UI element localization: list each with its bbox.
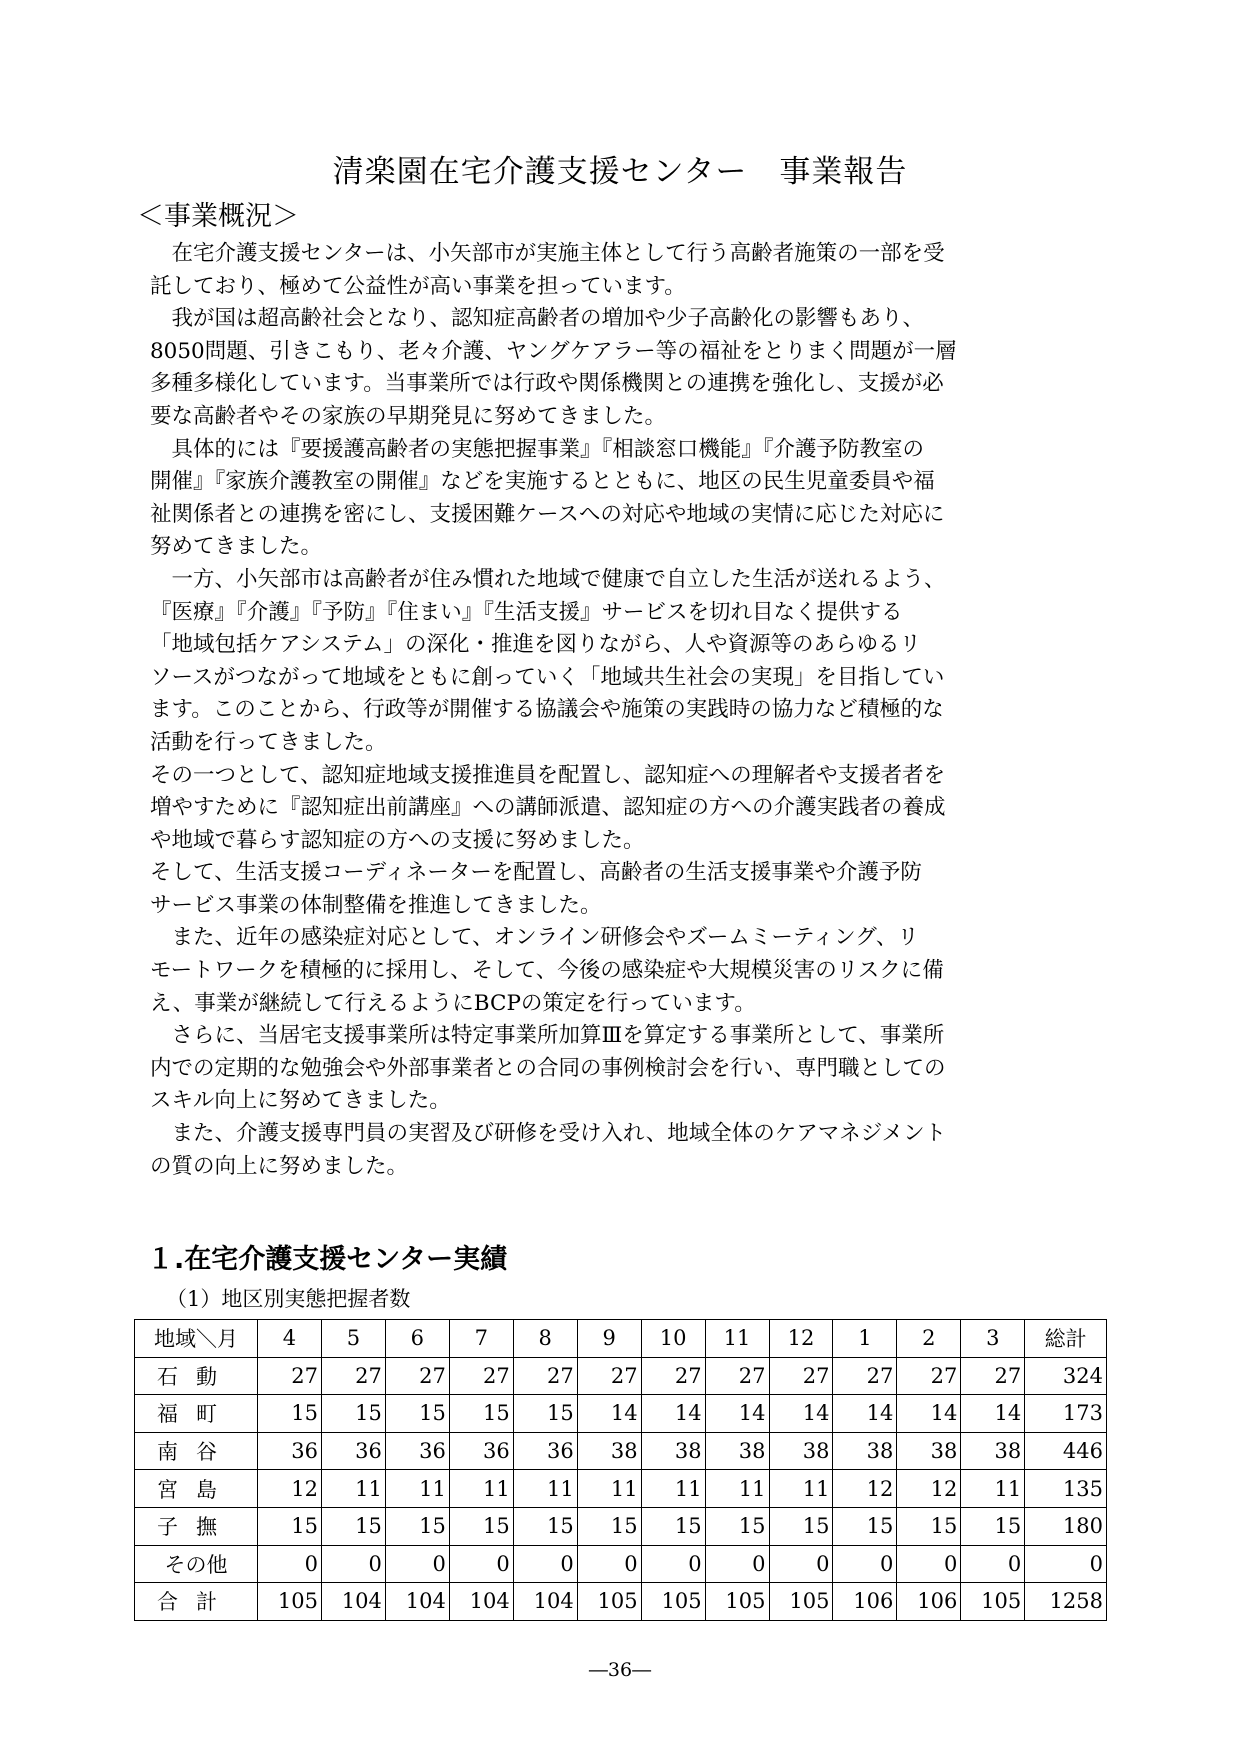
count-cell: 0 xyxy=(385,1545,449,1583)
count-cell: 0 xyxy=(641,1545,705,1583)
count-cell: 324 xyxy=(1025,1357,1107,1395)
body-text-line: 多種多様化しています。当事業所では行政や関係機関との連携を強化し、支援が必 xyxy=(150,371,944,397)
count-cell: 27 xyxy=(321,1357,385,1395)
body-text-line: そして、生活支援コーディネーターを配置し、高齢者の生活支援事業や介護予防 xyxy=(150,860,922,886)
count-cell: 0 xyxy=(321,1545,385,1583)
area-name-cell: 合計 xyxy=(135,1583,258,1621)
page-number: ―36― xyxy=(588,1659,652,1681)
count-cell: 27 xyxy=(769,1357,833,1395)
count-cell: 12 xyxy=(258,1470,322,1508)
month-header: 11 xyxy=(705,1320,769,1358)
count-cell: 0 xyxy=(449,1545,513,1583)
count-cell: 11 xyxy=(577,1470,641,1508)
page-title: 清楽園在宅介護支援センター 事業報告 xyxy=(332,154,908,190)
count-cell: 14 xyxy=(833,1395,897,1433)
month-header: 12 xyxy=(769,1320,833,1358)
body-text-line: 『医療』『介護』『予防』『住まい』『生活支援』サービスを切れ目なく提供する xyxy=(150,599,903,625)
body-text-line: 託しており、極めて公益性が高い事業を担っています。 xyxy=(150,273,686,299)
body-text-line: の質の向上に努めました。 xyxy=(150,1153,409,1179)
month-header: 1 xyxy=(833,1320,897,1358)
count-cell: 15 xyxy=(961,1507,1025,1545)
count-cell: 36 xyxy=(449,1432,513,1470)
count-cell: 14 xyxy=(641,1395,705,1433)
count-cell: 105 xyxy=(258,1583,322,1621)
count-cell: 15 xyxy=(449,1507,513,1545)
count-cell: 27 xyxy=(258,1357,322,1395)
table-row xyxy=(135,1395,1107,1433)
count-cell: 0 xyxy=(769,1545,833,1583)
area-name-cell: 子撫 xyxy=(135,1507,258,1545)
count-cell: 11 xyxy=(385,1470,449,1508)
count-cell: 104 xyxy=(385,1583,449,1621)
table-header-row xyxy=(135,1320,1107,1358)
overview-body-text xyxy=(150,238,1060,1183)
count-cell: 0 xyxy=(897,1545,961,1583)
count-cell: 11 xyxy=(961,1470,1025,1508)
count-cell: 0 xyxy=(258,1545,322,1583)
count-cell: 15 xyxy=(897,1507,961,1545)
count-cell: 15 xyxy=(321,1395,385,1433)
count-cell: 14 xyxy=(577,1395,641,1433)
count-cell: 173 xyxy=(1025,1395,1107,1433)
count-cell: 135 xyxy=(1025,1470,1107,1508)
month-header: 3 xyxy=(961,1320,1025,1358)
table-row xyxy=(135,1357,1107,1395)
body-text-line: 祉関係者との連携を密にし、支援困難ケースへの対応や地域の実情に応じた対応に xyxy=(150,501,945,527)
count-cell: 15 xyxy=(258,1395,322,1433)
body-text-line: その一つとして、認知症地域支援推進員を配置し、認知症への理解者や支援者者を xyxy=(150,762,946,788)
table-row xyxy=(135,1432,1107,1470)
body-text-line: 8050問題、引きこもり、老々介護、ヤングケアラー等の福祉をとりまく問題が一層 xyxy=(150,338,957,364)
count-cell: 180 xyxy=(1025,1507,1107,1545)
count-cell: 11 xyxy=(321,1470,385,1508)
month-header: 8 xyxy=(513,1320,577,1358)
count-cell: 27 xyxy=(897,1357,961,1395)
count-cell: 106 xyxy=(833,1583,897,1621)
table-row xyxy=(135,1583,1107,1621)
count-cell: 27 xyxy=(961,1357,1025,1395)
body-text-line: 内での定期的な勉強会や外部事業者との合同の事例検討会を行い、専門職としての xyxy=(150,1055,946,1081)
body-text-line: 開催』『家族介護教室の開催』などを実施するとともに、地区の民生児童委員や福 xyxy=(150,469,935,495)
body-text-line: え、事業が継続して行えるようにBCPの策定を行っています。 xyxy=(150,990,756,1016)
count-cell: 27 xyxy=(833,1357,897,1395)
count-cell: 15 xyxy=(385,1395,449,1433)
area-name-cell: その他 xyxy=(135,1545,258,1583)
body-text-line: サービス事業の体制整備を推進してきました。 xyxy=(150,892,602,918)
count-cell: 15 xyxy=(577,1507,641,1545)
count-cell: 0 xyxy=(705,1545,769,1583)
month-header: 総計 xyxy=(1025,1320,1107,1358)
area-name-cell: 福町 xyxy=(135,1395,258,1433)
count-cell: 105 xyxy=(641,1583,705,1621)
month-header: 6 xyxy=(385,1320,449,1358)
count-cell: 12 xyxy=(897,1470,961,1508)
count-cell: 14 xyxy=(705,1395,769,1433)
count-cell: 11 xyxy=(513,1470,577,1508)
table-row xyxy=(135,1470,1107,1508)
count-cell: 15 xyxy=(513,1507,577,1545)
body-text-line: 増やすために『認知症出前講座』への講師派遣、認知症の方への介護実践者の養成 xyxy=(150,795,946,821)
count-cell: 38 xyxy=(577,1432,641,1470)
body-text-line: ソースがつながって地域をともに創っていく「地域共生社会の実現」を目指してい xyxy=(150,664,945,690)
count-cell: 104 xyxy=(513,1583,577,1621)
month-header: 7 xyxy=(449,1320,513,1358)
count-cell: 36 xyxy=(321,1432,385,1470)
count-cell: 38 xyxy=(897,1432,961,1470)
count-cell: 38 xyxy=(961,1432,1025,1470)
area-name-cell: 石動 xyxy=(135,1357,258,1395)
count-cell: 105 xyxy=(769,1583,833,1621)
count-cell: 15 xyxy=(705,1507,769,1545)
body-text-line: スキル向上に努めてきました。 xyxy=(150,1088,451,1114)
month-header: 9 xyxy=(577,1320,641,1358)
body-text-line: 要な高齢者やその家族の早期発見に努めてきました。 xyxy=(150,403,667,429)
count-cell: 105 xyxy=(961,1583,1025,1621)
count-cell: 15 xyxy=(513,1395,577,1433)
count-cell: 36 xyxy=(258,1432,322,1470)
count-cell: 0 xyxy=(577,1545,641,1583)
count-cell: 15 xyxy=(385,1507,449,1545)
count-cell: 0 xyxy=(513,1545,577,1583)
section1-subtitle: （1）地区別実態把握者数 xyxy=(166,1287,411,1311)
count-cell: 27 xyxy=(641,1357,705,1395)
body-text-line: や地域で暮らす認知症の方への支援に努めました。 xyxy=(150,827,645,853)
count-cell: 104 xyxy=(321,1583,385,1621)
count-cell: 11 xyxy=(641,1470,705,1508)
table-row xyxy=(135,1545,1107,1583)
table-body xyxy=(135,1357,1107,1620)
month-header: 4 xyxy=(258,1320,322,1358)
month-header: 2 xyxy=(897,1320,961,1358)
count-cell: 36 xyxy=(385,1432,449,1470)
count-cell: 14 xyxy=(961,1395,1025,1433)
count-cell: 105 xyxy=(577,1583,641,1621)
count-cell: 36 xyxy=(513,1432,577,1470)
count-cell: 105 xyxy=(705,1583,769,1621)
count-cell: 15 xyxy=(769,1507,833,1545)
count-cell: 0 xyxy=(1025,1545,1107,1583)
count-cell: 11 xyxy=(769,1470,833,1508)
count-cell: 0 xyxy=(961,1545,1025,1583)
body-text-line: 努めてきました。 xyxy=(150,534,323,560)
table-row xyxy=(135,1507,1107,1545)
count-cell: 1258 xyxy=(1025,1583,1107,1621)
count-cell: 15 xyxy=(321,1507,385,1545)
count-cell: 12 xyxy=(833,1470,897,1508)
count-cell: 27 xyxy=(577,1357,641,1395)
count-cell: 11 xyxy=(705,1470,769,1508)
count-cell: 14 xyxy=(897,1395,961,1433)
body-text-line: さらに、当居宅支援事業所は特定事業所加算Ⅲを算定する事業所として、事業所 xyxy=(150,1023,945,1049)
section-heading-overview: ＜事業概況＞ xyxy=(137,201,299,232)
section1-title: １.在宅介護支援センター実績 xyxy=(147,1244,508,1275)
area-survey-table xyxy=(134,1319,1107,1621)
month-header: 5 xyxy=(321,1320,385,1358)
table-corner-header: 地域＼月 xyxy=(135,1320,258,1358)
count-cell: 27 xyxy=(385,1357,449,1395)
body-text-line: 具体的には『要援護高齢者の実態把握事業』『相談窓口機能』『介護予防教室の xyxy=(150,436,925,462)
body-text-line: モートワークを積極的に採用し、そして、今後の感染症や大規模災害のリスクに備 xyxy=(150,958,944,984)
count-cell: 104 xyxy=(449,1583,513,1621)
count-cell: 15 xyxy=(641,1507,705,1545)
count-cell: 38 xyxy=(705,1432,769,1470)
count-cell: 15 xyxy=(833,1507,897,1545)
body-text-line: 在宅介護支援センターは、小矢部市が実施主体として行う高齢者施策の一部を受 xyxy=(150,241,945,266)
count-cell: 14 xyxy=(769,1395,833,1433)
body-text-line: また、介護支援専門員の実習及び研修を受け入れ、地域全体のケアマネジメント xyxy=(150,1121,947,1147)
month-header: 10 xyxy=(641,1320,705,1358)
count-cell: 27 xyxy=(513,1357,577,1395)
body-text-line: 我が国は超高齢社会となり、認知症高齢者の増加や少子高齢化の影響もあり、 xyxy=(150,306,925,332)
count-cell: 38 xyxy=(641,1432,705,1470)
area-name-cell: 宮島 xyxy=(135,1470,258,1508)
body-text-line: 活動を行ってきました。 xyxy=(150,729,387,755)
count-cell: 38 xyxy=(769,1432,833,1470)
count-cell: 0 xyxy=(833,1545,897,1583)
count-cell: 27 xyxy=(449,1357,513,1395)
count-cell: 15 xyxy=(449,1395,513,1433)
area-name-cell: 南谷 xyxy=(135,1432,258,1470)
count-cell: 27 xyxy=(705,1357,769,1395)
body-text-line: また、近年の感染症対応として、オンライン研修会やズームミーティング、リ xyxy=(150,925,919,951)
count-cell: 15 xyxy=(258,1507,322,1545)
count-cell: 38 xyxy=(833,1432,897,1470)
body-text-line: ます。このことから、行政等が開催する協議会や施策の実践時の協力など積極的な xyxy=(150,697,944,723)
count-cell: 11 xyxy=(449,1470,513,1508)
body-text-line: 一方、小矢部市は高齢者が住み慣れた地域で健康で自立した生活が送れるよう、 xyxy=(150,566,946,592)
count-cell: 446 xyxy=(1025,1432,1107,1470)
count-cell: 106 xyxy=(897,1583,961,1621)
body-text-line: 「地域包括ケアシステム」の深化・推進を図りながら、人や資源等のあらゆるリ xyxy=(150,632,921,658)
